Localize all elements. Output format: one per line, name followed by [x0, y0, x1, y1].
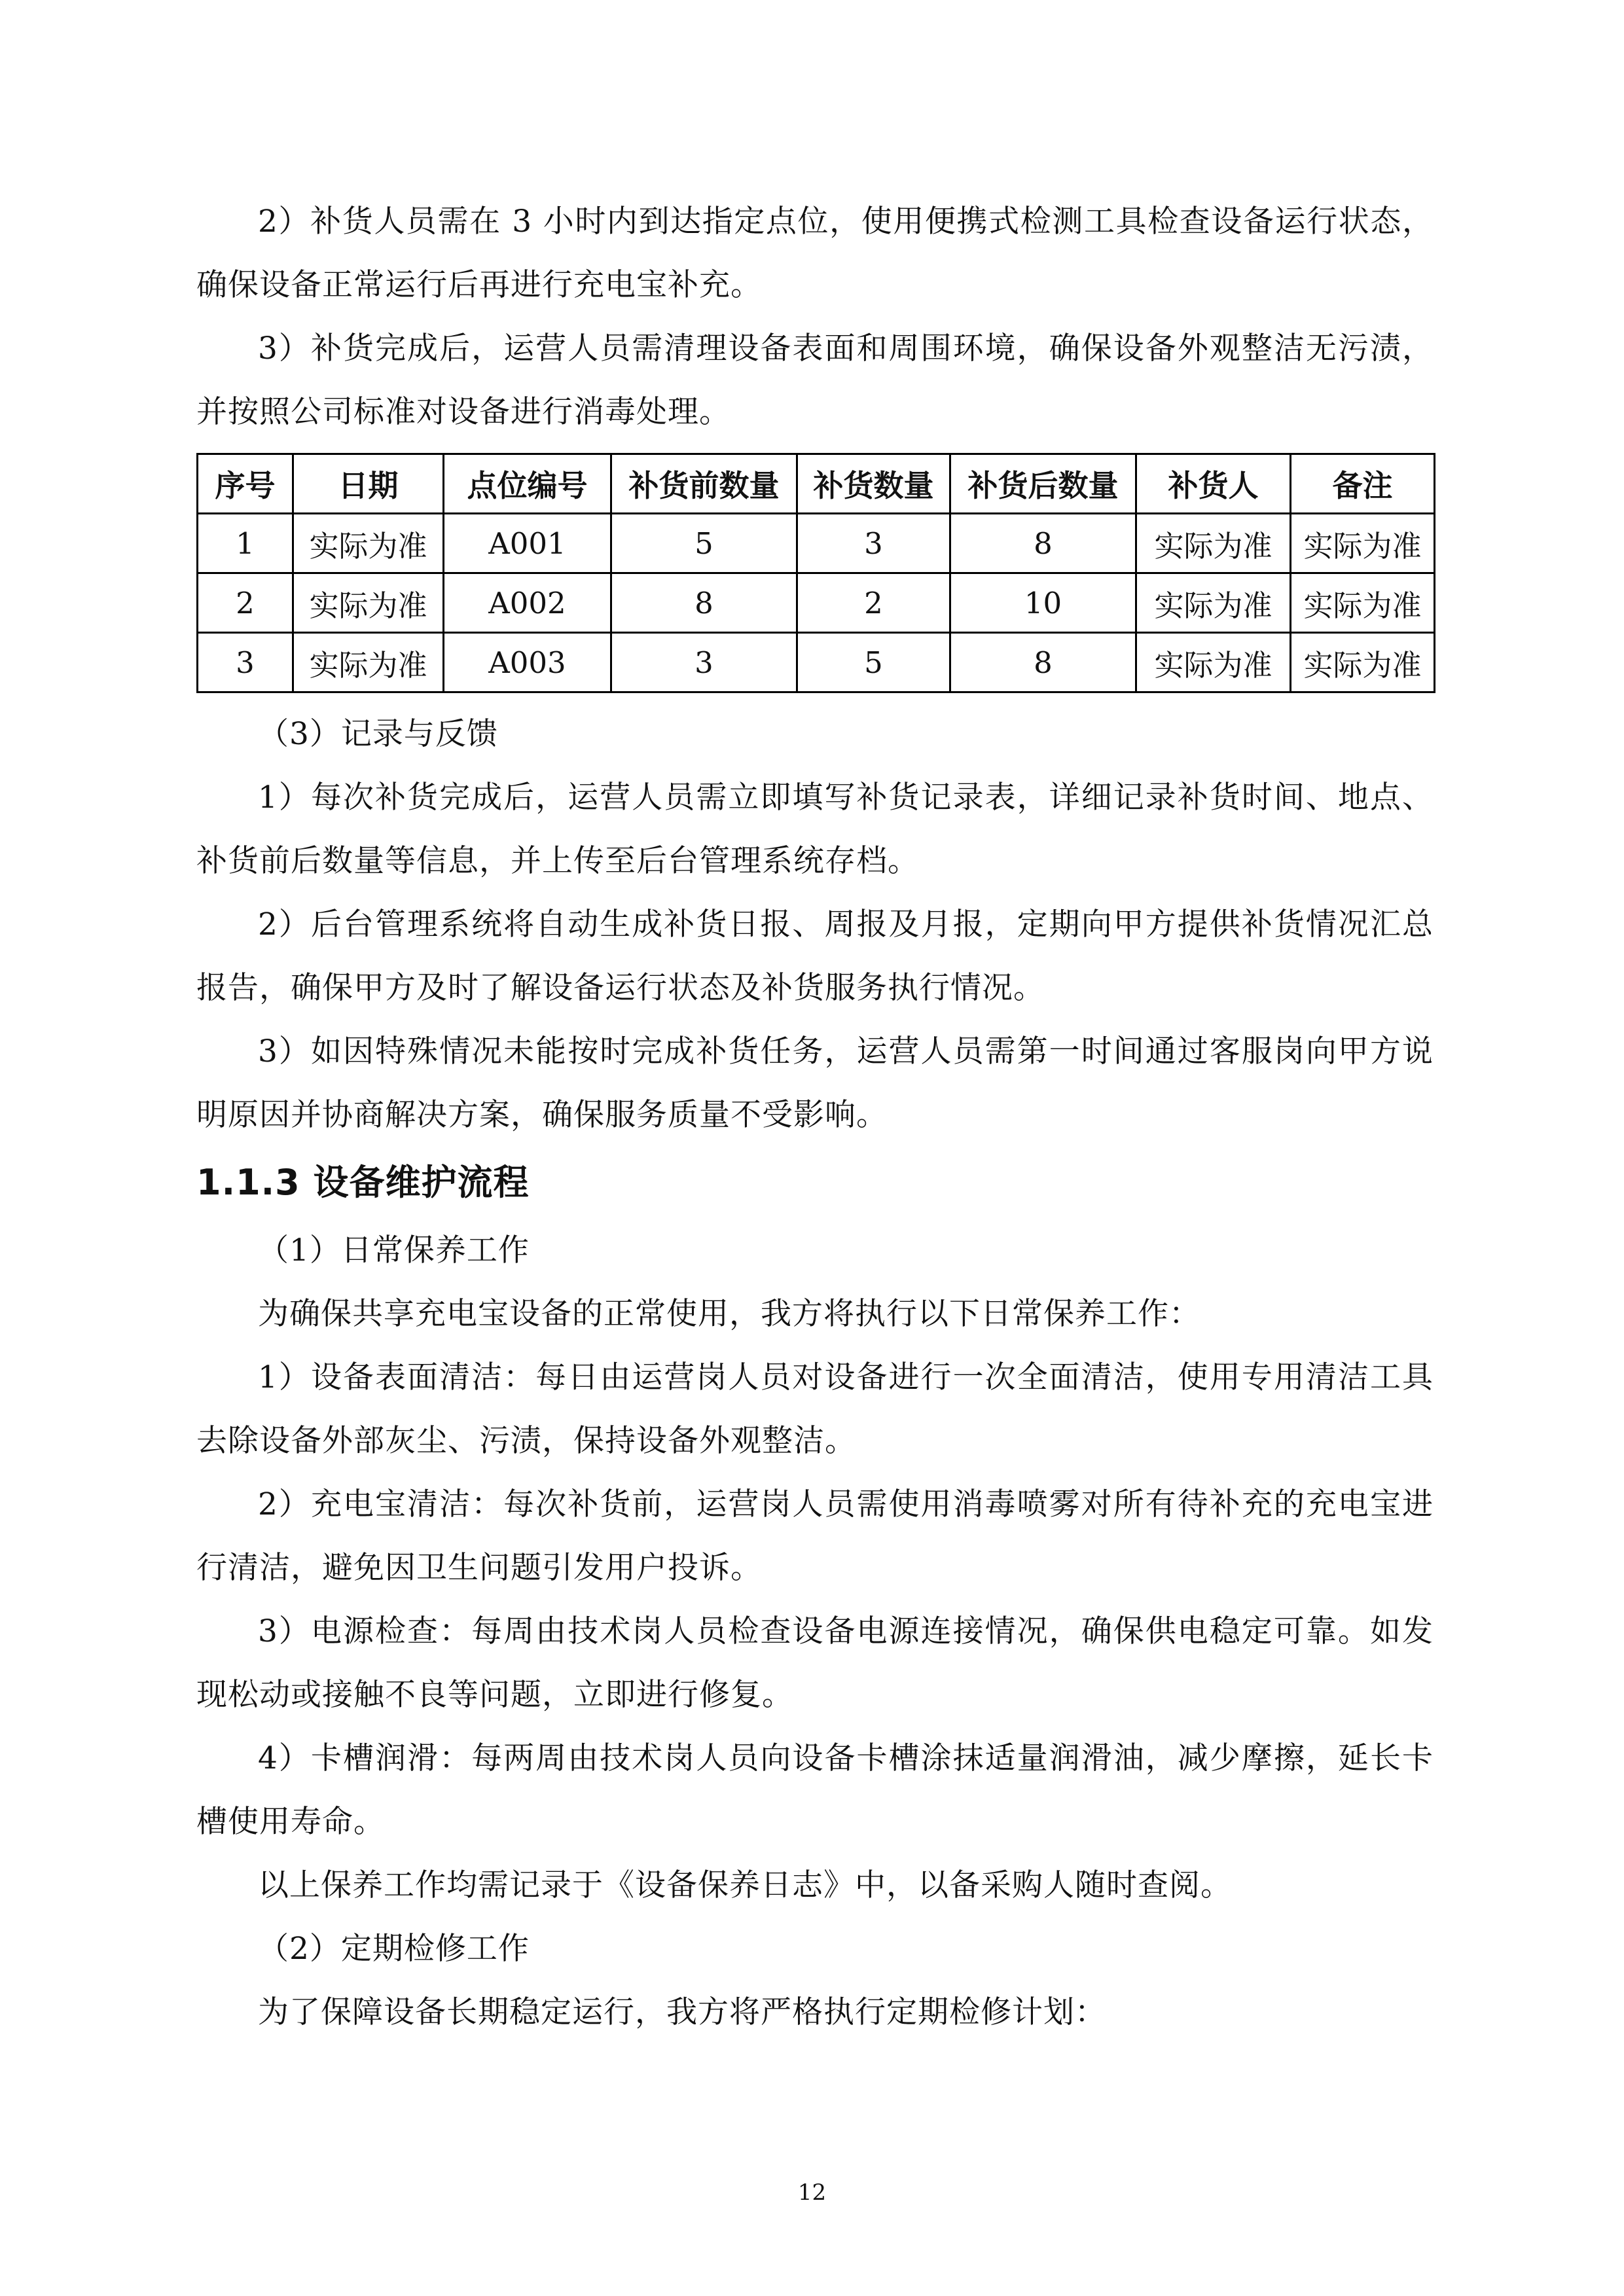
paragraph: 为了保障设备长期稳定运行，我方将严格执行定期检修计划：	[258, 1994, 1106, 2030]
table-cell: 5	[797, 633, 950, 692]
table-cell: 实际为准	[293, 633, 444, 692]
table-cell: 实际为准	[1136, 514, 1291, 573]
table-cell: 1	[198, 514, 293, 573]
column-header: 补货人	[1136, 454, 1291, 514]
subsection-label: （2）定期检修工作	[258, 1931, 530, 1967]
table-cell: 3	[611, 633, 797, 692]
page-number: 12	[797, 2179, 827, 2206]
table-cell: 5	[611, 514, 797, 573]
paragraph: 1）设备表面清洁：每日由运营岗人员对设备进行一次全面清洁，使用专用清洁工具去除设备外部灰尘、污渍，保持设备外观整洁。	[196, 1359, 1434, 1459]
page-content	[196, 190, 1434, 2044]
table-row	[198, 514, 1435, 573]
table-cell: 实际为准	[293, 514, 444, 573]
table-cell: 实际为准	[1136, 633, 1291, 692]
table-cell: 3	[198, 633, 293, 692]
table-cell: 2	[198, 573, 293, 633]
paragraph: 2）充电宝清洁：每次补货前，运营岗人员需使用消毒喷雾对所有待补充的充电宝进行清洁，避免因卫生问题引发用户投诉。	[196, 1486, 1434, 1586]
paragraph: 以上保养工作均需记录于《设备保养日志》中，以备采购人随时查阅。	[258, 1867, 1232, 1903]
table-cell: 8	[611, 573, 797, 633]
table-cell: 2	[797, 573, 950, 633]
paragraph: 为确保共享充电宝设备的正常使用，我方将执行以下日常保养工作：	[258, 1296, 1200, 1332]
column-header: 补货前数量	[611, 454, 797, 514]
column-header: 补货数量	[797, 454, 950, 514]
subsection-label: （1）日常保养工作	[258, 1232, 530, 1268]
paragraph: 4）卡槽润滑：每两周由技术岗人员向设备卡槽涂抹适量润滑油，减少摩擦，延长卡槽使用寿命。	[196, 1740, 1434, 1840]
restock-record-table	[196, 453, 1435, 693]
paragraph: 3）如因特殊情况未能按时完成补货任务，运营人员需第一时间通过客服岗向甲方说明原因并协商解决方案，确保服务质量不受影响。	[196, 1033, 1434, 1133]
column-header: 补货后数量	[950, 454, 1136, 514]
table-cell: A002	[444, 573, 611, 633]
table-cell: 实际为准	[293, 573, 444, 633]
section-heading: 1.1.3 设备维护流程	[196, 1162, 530, 1203]
paragraph: 1）每次补货完成后，运营人员需立即填写补货记录表，详细记录补货时间、地点、补货前后数量等信息，并上传至后台管理系统存档。	[196, 780, 1434, 879]
table-row	[198, 633, 1435, 692]
column-header: 点位编号	[444, 454, 611, 514]
paragraph: 3）电源检查：每周由技术岗人员检查设备电源连接情况，确保供电稳定可靠。如发现松动或接触不良等问题，立即进行修复。	[196, 1613, 1434, 1713]
table-row	[198, 573, 1435, 633]
paragraph: 3）补货完成后，运营人员需清理设备表面和周围环境，确保设备外观整洁无污渍，并按照公司标准对设备进行消毒处理。	[196, 331, 1434, 430]
table-cell: 8	[950, 633, 1136, 692]
column-header: 序号	[198, 454, 293, 514]
table-cell: 3	[797, 514, 950, 573]
table-cell: 实际为准	[1136, 573, 1291, 633]
table-cell: 实际为准	[1291, 573, 1435, 633]
column-header: 备注	[1291, 454, 1435, 514]
table-header-row	[198, 454, 1435, 514]
paragraph: 2）后台管理系统将自动生成补货日报、周报及月报，定期向甲方提供补货情况汇总报告，确保甲方及时了解设备运行状态及补货服务执行情况。	[196, 906, 1434, 1006]
column-header: 日期	[293, 454, 444, 514]
table-cell: 实际为准	[1291, 633, 1435, 692]
table-cell: 实际为准	[1291, 514, 1435, 573]
subsection-label: （3）记录与反馈	[258, 716, 498, 752]
paragraph: 2）补货人员需在 3 小时内到达指定点位，使用便携式检测工具检查设备运行状态，确保设备正常运行后再进行充电宝补充。	[196, 204, 1434, 303]
table-cell: A003	[444, 633, 611, 692]
table-cell: A001	[444, 514, 611, 573]
table-cell: 10	[950, 573, 1136, 633]
table-cell: 8	[950, 514, 1136, 573]
